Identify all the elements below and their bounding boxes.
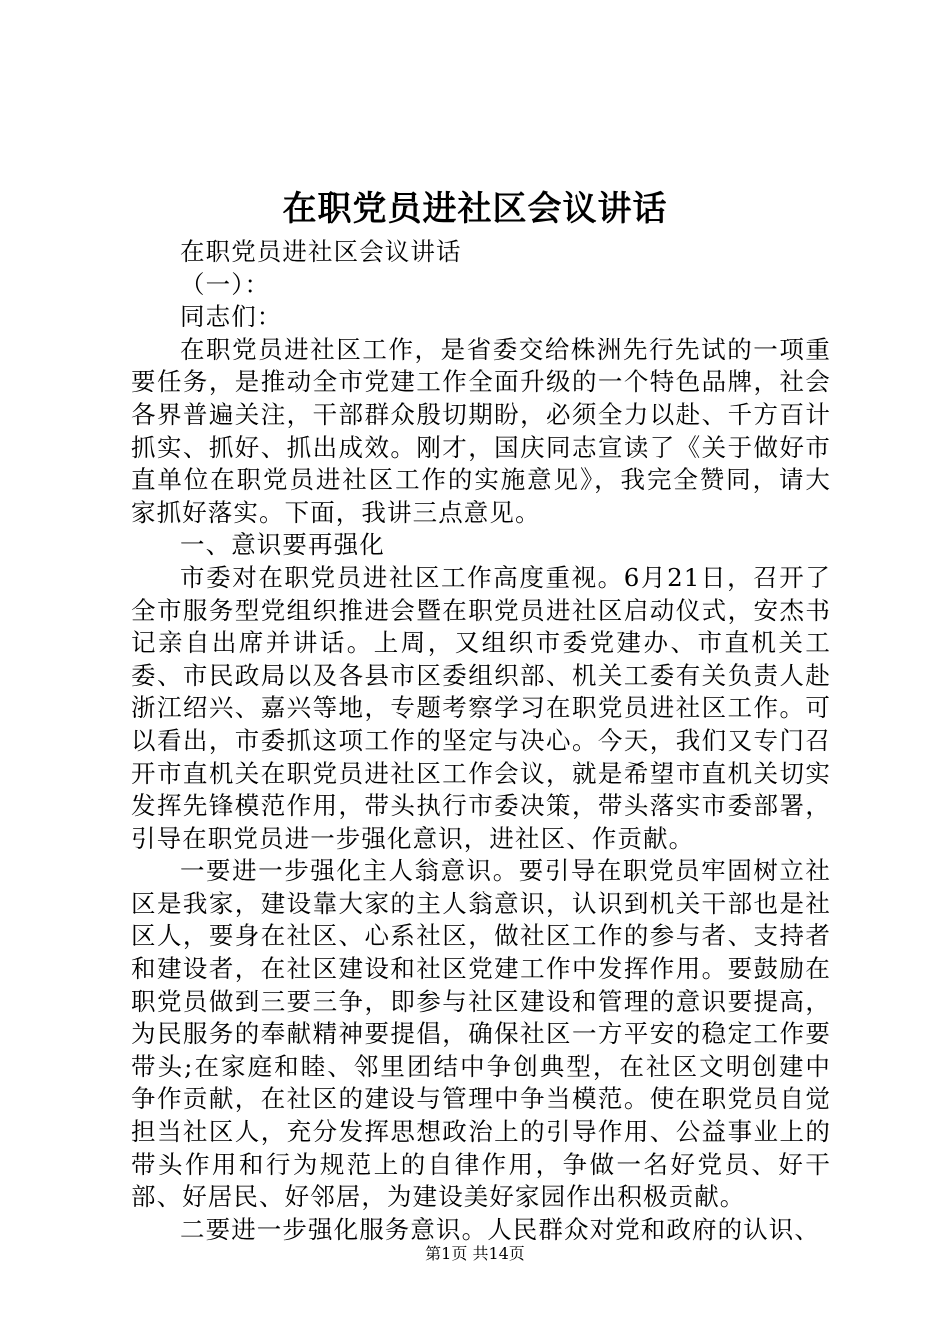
salutation: 同志们： xyxy=(180,302,283,332)
page-footer: 第1页 共14页 xyxy=(425,1244,525,1263)
subtitle-paragraph: 在职党员进社区会议讲话 xyxy=(180,237,462,266)
body-paragraph: 一要进一步强化主人翁意识。要引导在职党员牢固树立社区是我家，建设靠大家的主人翁意识，认识到机关干部也是社区人，要身在社区、心系社区，做社区工作的参与者、支持者和建设者，在社区建设和社区党建工作中发挥作用。要鼓励在职党员做到三要三争，即参与社区建设和管理的意识要提高，为民服务的奉献精神要提倡，确保社区一方平安的稳定工作要带头;在家庭和睦、邻里团结中争创典型，在社区文明创建中争作贡献，在社区的建设与管理中争当模范。使在职党员自觉担当社区人，充分发挥思想政治上的引导作用、公益事业上的带头作用和行为规范上的自律作用，争做一名好党员、好干部、好居民、好邻居，为建设美好家园作出积极贡献。 xyxy=(131,856,831,1212)
section-heading: 一、意识要再强化 xyxy=(180,530,385,560)
section-number: （一）： xyxy=(180,269,271,299)
body-paragraph: 市委对在职党员进社区工作高度重视。6月21日，召开了全市服务型党组织推进会暨在职党员进社区启动仪式，安杰书记亲自出席并讲话。上周，又组织市委党建办、市直机关工委、市民政局以及各县市区委组织部、机关工委有关负责人赴浙江绍兴、嘉兴等地，专题考察学习在职党员进社区工作。可以看出，市委抓这项工作的坚定与决心。今天，我们又专门召开市直机关在职党员进社区工作会议，就是希望市直机关切实发挥先锋模范作用，带头执行市委决策，带头落实市委部署，引导在职党员进一步强化意识，进社区、作贡献。 xyxy=(131,562,831,853)
intro-paragraph: 在职党员进社区工作，是省委交给株洲先行先试的一项重要任务，是推动全市党建工作全面升级的一个特色品牌，社会各界普遍关注，干部群众殷切期盼，必须全力以赴、千方百计抓实、抓好、抓出成效。刚才，国庆同志宣读了《关于做好市直单位在职党员进社区工作的实施意见》，我完全赞同，请大家抓好落实。下面，我讲三点意见。 xyxy=(131,334,831,527)
body-paragraph: 二要进一步强化服务意识。人民群众对党和政府的认识、 xyxy=(180,1214,820,1244)
document-title: 在职党员进社区会议讲话 xyxy=(282,189,668,229)
document-body xyxy=(131,236,831,1246)
